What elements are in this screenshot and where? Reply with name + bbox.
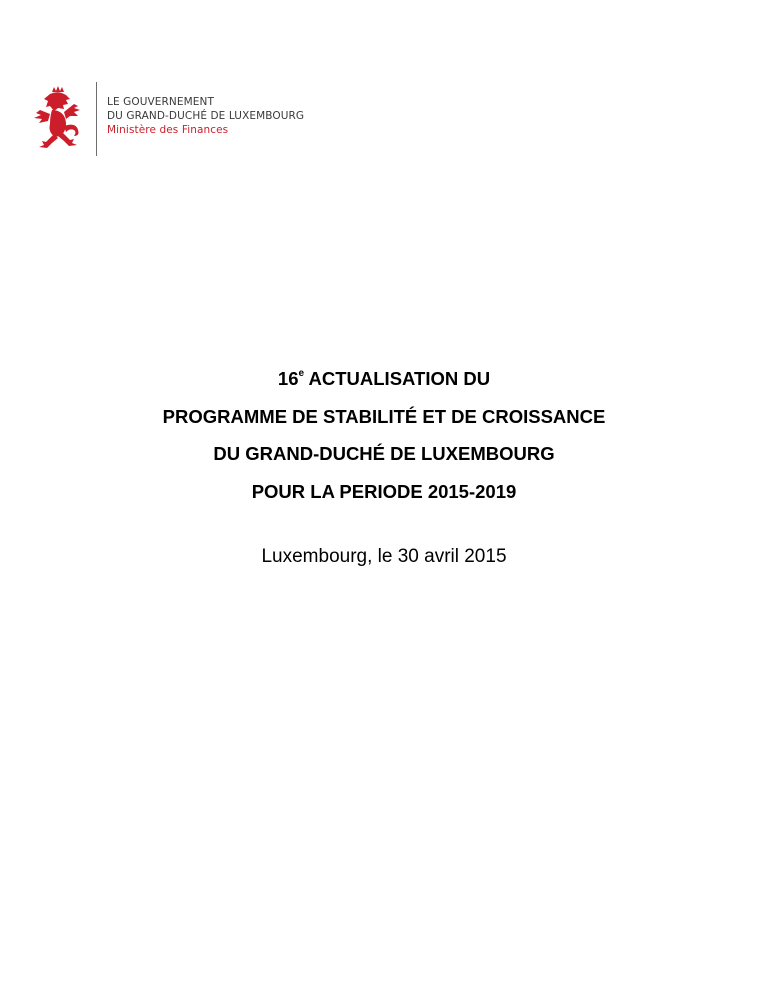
government-name-line-2: DU GRAND-DUCHÉ DE LUXEMBOURG xyxy=(107,110,305,122)
title-ordinal-suffix: e xyxy=(298,368,305,379)
red-lion-rampant-icon xyxy=(30,86,86,152)
document-title xyxy=(0,360,768,510)
title-ordinal-number: 16 xyxy=(277,368,299,389)
title-line-3: DU GRAND-DUCHÉ DE LUXEMBOURG xyxy=(213,443,555,464)
government-logo xyxy=(30,82,304,156)
title-line-1-text: ACTUALISATION DU xyxy=(304,368,491,389)
ministry-name: Ministère des Finances xyxy=(107,124,229,136)
title-line-2: PROGRAMME DE STABILITÉ ET DE CROISSANCE xyxy=(162,405,606,427)
document-date: Luxembourg, le 30 avril 2015 xyxy=(261,546,507,567)
logo-text xyxy=(107,82,304,137)
title-line-4: POUR LA PERIODE 2015-2019 xyxy=(251,480,517,502)
title-line-1 xyxy=(0,360,768,398)
government-name-line-1: LE GOUVERNEMENT xyxy=(107,96,214,108)
logo-divider xyxy=(96,82,97,156)
